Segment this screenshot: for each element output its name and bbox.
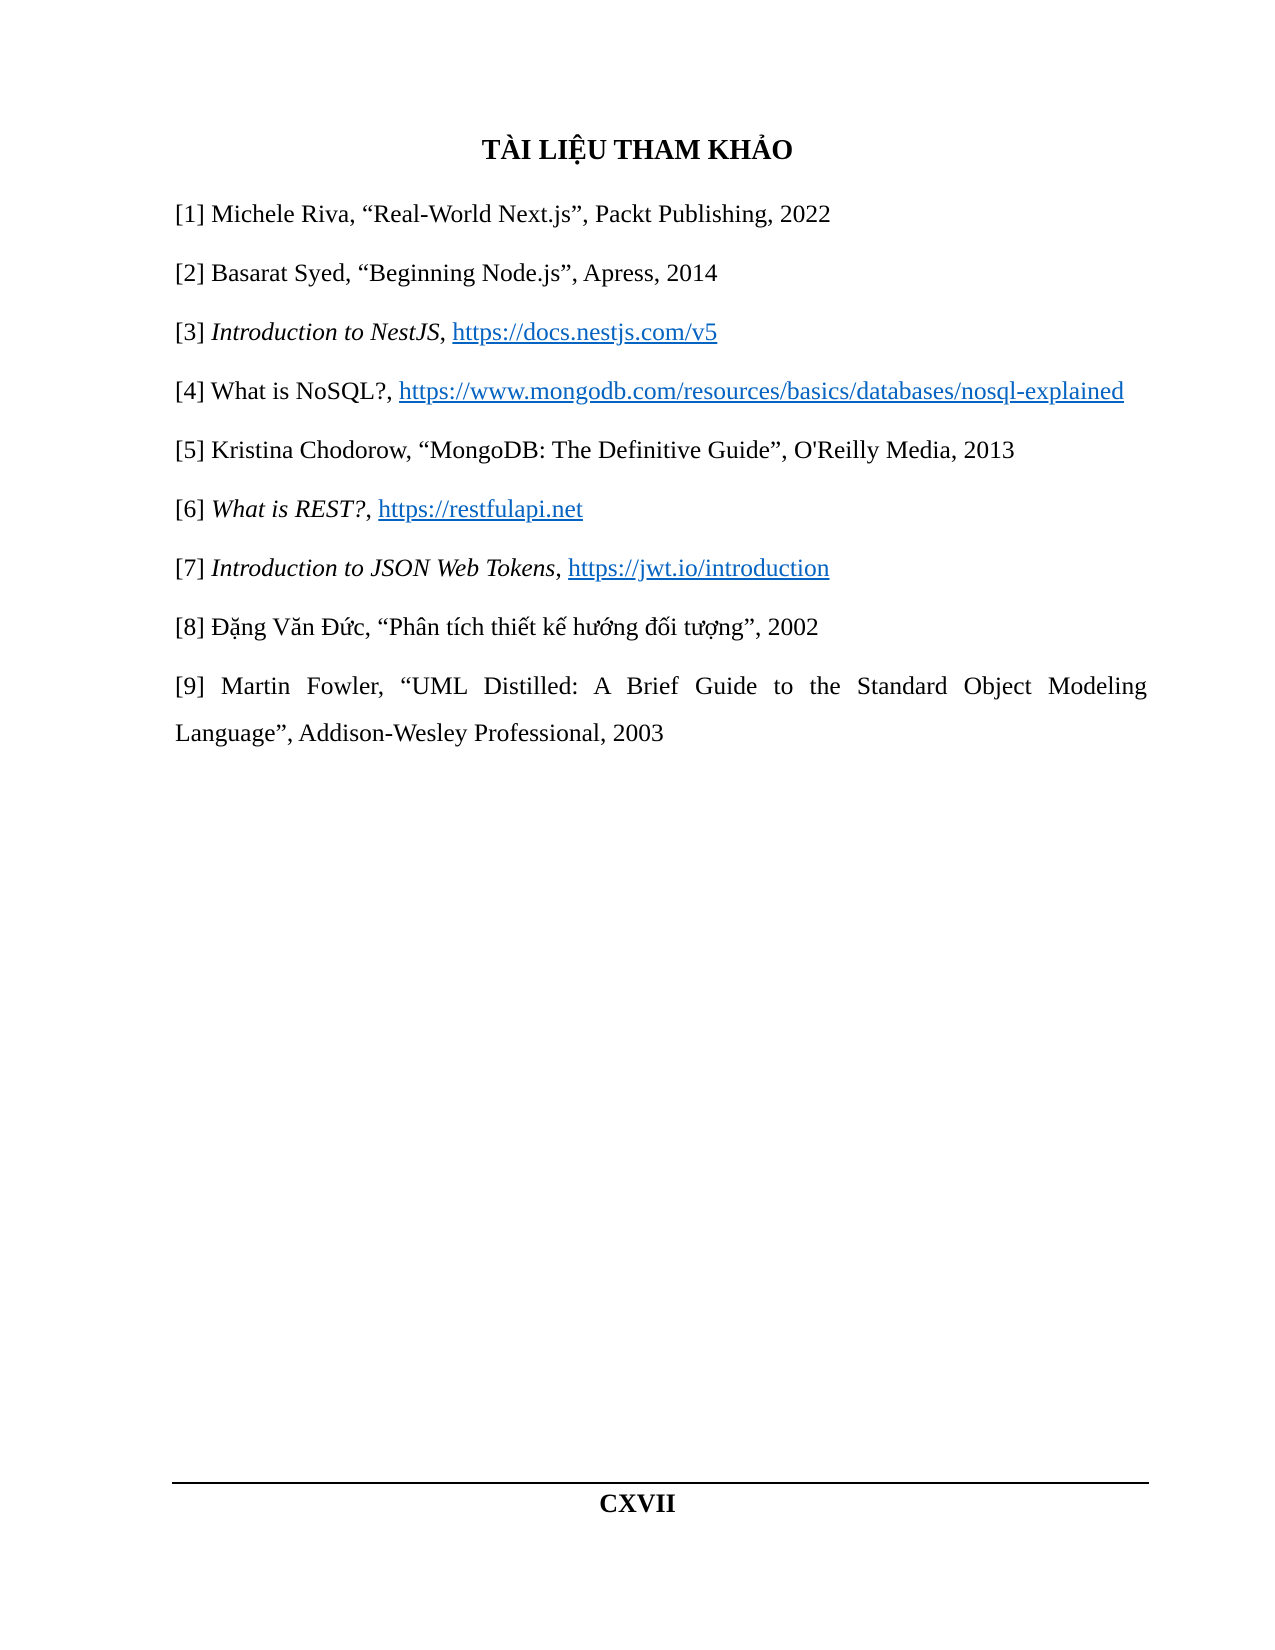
reference-number: [6] bbox=[175, 494, 205, 523]
reference-list bbox=[175, 190, 1147, 768]
reference-link[interactable]: https://docs.nestjs.com/v5 bbox=[452, 317, 718, 346]
page-number: CXVII bbox=[599, 1489, 676, 1518]
reference-number: [4] bbox=[175, 376, 205, 405]
reference-item-7 bbox=[175, 544, 1147, 591]
reference-title: Introduction to NestJS bbox=[211, 317, 440, 346]
reference-title: Introduction to JSON Web Tokens bbox=[211, 553, 556, 582]
reference-number: [9] bbox=[175, 671, 205, 700]
reference-number: [8] bbox=[175, 612, 205, 641]
reference-link[interactable]: https://www.mongodb.com/resources/basics/databases/nosql-explained bbox=[399, 376, 1124, 405]
reference-number: [1] bbox=[175, 199, 205, 228]
reference-link[interactable]: https://restfulapi.net bbox=[378, 494, 583, 523]
reference-item-3 bbox=[175, 308, 1147, 355]
reference-separator: , bbox=[555, 553, 569, 582]
reference-item-8 bbox=[175, 603, 1147, 650]
reference-item-4 bbox=[175, 367, 1147, 414]
reference-number: [5] bbox=[175, 435, 205, 464]
reference-text: Kristina Chodorow, “MongoDB: The Definitive Guide”, O'Reilly Media, 2013 bbox=[211, 435, 1015, 464]
reference-item-1 bbox=[175, 190, 1147, 237]
reference-item-9 bbox=[175, 662, 1147, 756]
reference-text: Michele Riva, “Real-World Next.js”, Packt Publishing, 2022 bbox=[211, 199, 831, 228]
reference-item-2 bbox=[175, 249, 1147, 296]
reference-number: [2] bbox=[175, 258, 205, 287]
reference-text: Basarat Syed, “Beginning Node.js”, Apress, 2014 bbox=[211, 258, 718, 287]
reference-link[interactable]: https://jwt.io/introduction bbox=[568, 553, 830, 582]
reference-item-5 bbox=[175, 426, 1147, 473]
reference-number: [7] bbox=[175, 553, 205, 582]
page-title: TÀI LIỆU THAM KHẢO bbox=[481, 134, 794, 166]
reference-item-6 bbox=[175, 485, 1147, 532]
reference-separator: , bbox=[365, 494, 379, 523]
reference-title: What is REST? bbox=[211, 494, 366, 523]
reference-separator: , bbox=[439, 317, 453, 346]
reference-text: Martin Fowler, “UML Distilled: A Brief Guide to the Standard Object Modeling Language”, Addison-Wesley Professional, 2003 bbox=[175, 671, 1147, 747]
reference-text: What is NoSQL?, bbox=[210, 376, 393, 405]
reference-number: [3] bbox=[175, 317, 205, 346]
reference-text: Đặng Văn Đức, “Phân tích thiết kế hướng đối tượng”, 2002 bbox=[211, 612, 819, 641]
